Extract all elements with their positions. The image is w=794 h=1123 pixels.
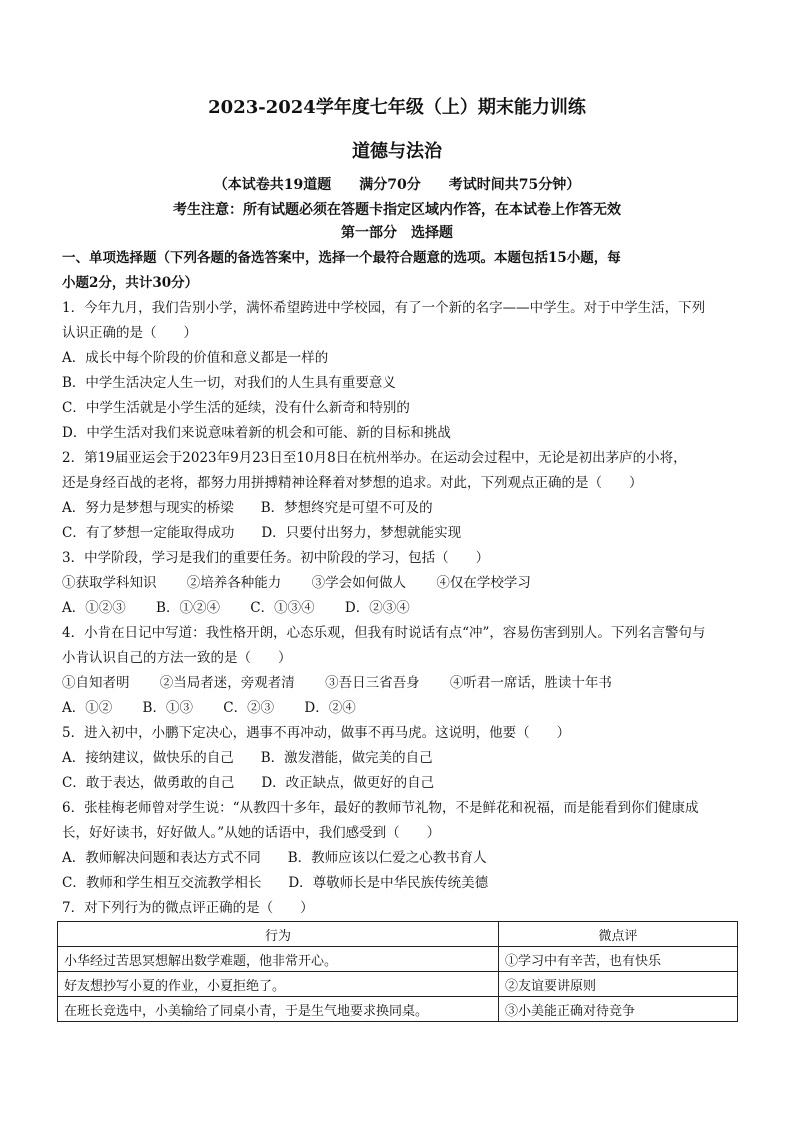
q6-stem-line2: 长，好好读书，好好做人。”从她的话语中，我们感受到（ ） (62, 825, 441, 841)
q2-options-ab: A．努力是梦想与现实的桥梁 B．梦想终究是可望不可及的 (62, 500, 433, 516)
subject-title: 道德与法治 (352, 141, 442, 162)
q3-option: D．②③④ (344, 600, 410, 616)
section-heading-line2: 小题2分，共计30分） (62, 275, 199, 291)
q2-stem-line2: 还是身经百战的老将，都努力用拼搏精神诠释着对梦想的追求。对此，下列观点正确的是（ ） (62, 475, 643, 491)
q1-option-b: B．中学生活决定人生一切，对我们的人生具有重要意义 (62, 375, 396, 391)
q1-stem-line2: 认识正确的是（ ） (62, 325, 197, 341)
q4-option: B．①③ (142, 700, 193, 716)
q7-stem: 7．对下列行为的微点评正确的是（ ） (62, 900, 314, 916)
part-title: 第一部分 选择题 (341, 225, 453, 241)
q3-option: B．①②④ (156, 600, 220, 616)
q3-items (62, 571, 738, 596)
table-cell-comment: ②友谊要讲原则 (499, 972, 738, 997)
table-cell-comment: ①学习中有辛苦，也有快乐 (499, 947, 738, 972)
q3-option: C．①③④ (250, 600, 315, 616)
q7-review-table (57, 921, 738, 1022)
q2-options-cd: C．有了梦想一定能取得成功 D．只要付出努力，梦想就能实现 (62, 525, 462, 541)
q4-item: ②当局者迷，旁观者清 (159, 675, 295, 691)
table-header-behavior: 行为 (58, 922, 499, 947)
exam-title: 2023-2024学年度七年级（上）期末能力训练 (208, 97, 586, 118)
q1-option-c: C．中学生活就是小学生活的延续，没有什么新奇和特别的 (62, 400, 410, 416)
q4-option: D．②④ (304, 700, 356, 716)
table-cell-behavior: 小华经过苦思冥想解出数学难题，他非常开心。 (58, 947, 499, 972)
table-header-comment: 微点评 (499, 922, 738, 947)
q3-stem: 3．中学阶段，学习是我们的重要任务。初中阶段的学习，包括（ ） (62, 550, 490, 566)
table-cell-comment: ③小美能正确对待竞争 (499, 997, 738, 1022)
q6-stem-line1: 6．张桂梅老师曾对学生说：“从教四十多年，最好的教师节礼物，不是鲜花和祝福，而是能看到你们健康成 (62, 800, 699, 816)
q6-options-ab: A．教师解决问题和表达方式不同 B．教师应该以仁爱之心教书育人 (62, 850, 487, 866)
q3-item: ①获取学科知识 (62, 575, 157, 591)
q4-stem-line1: 4．小肯在日记中写道：我性格开朗，心态乐观，但我有时说话有点“冲”，容易伤害到别人。下列名言警句与 (62, 625, 706, 641)
q4-options (62, 696, 738, 721)
table-row (58, 972, 738, 997)
table-cell-behavior: 在班长竞选中，小美输给了同桌小青，于是生气地要求换同桌。 (58, 997, 499, 1022)
q4-option: A．①② (62, 700, 113, 716)
q4-stem-line2: 小肯认识自己的方法一致的是（ ） (62, 650, 292, 666)
exam-notice: 考生注意：所有试题必须在答题卡指定区域内作答，在本试卷上作答无效 (173, 202, 621, 218)
q1-option-d: D．中学生活对我们来说意味着新的机会和可能、新的目标和挑战 (62, 425, 451, 441)
table-header-row (58, 922, 738, 947)
q1-stem-line1: 1．今年九月，我们告别小学，满怀希望跨进中学校园，有了一个新的名字——中学生。对于中学生活，下列 (62, 300, 706, 316)
exam-info: （本试卷共19道题 满分70分 考试时间共75分钟） (213, 177, 581, 193)
section-heading-line1: 一、单项选择题（下列各题的备选答案中，选择一个最符合题意的选项。本题包括15小题，每 (62, 250, 621, 266)
q5-options-ab: A．接纳建议，做快乐的自己 B．激发潜能，做完美的自己 (62, 750, 433, 766)
table-cell-behavior: 好友想抄写小夏的作业，小夏拒绝了。 (58, 972, 499, 997)
q5-stem: 5．进入初中，小鹏下定决心，遇事不再冲动，做事不再马虎。这说明，他要（ ） (62, 725, 571, 741)
q4-items (62, 671, 738, 696)
q3-options (62, 596, 738, 621)
q4-item: ①自知者明 (62, 675, 130, 691)
q3-item: ③学会如何做人 (311, 575, 407, 591)
q3-item: ④仅在学校学习 (436, 575, 531, 591)
q6-options-cd: C．教师和学生相互交流教学相长 D．尊敬师长是中华民族传统美德 (62, 875, 489, 891)
question-content (62, 246, 738, 921)
table-row (58, 997, 738, 1022)
q1-option-a: A．成长中每个阶段的价值和意义都是一样的 (62, 350, 329, 366)
table-row (58, 947, 738, 972)
q4-item: ④听君一席话，胜读十年书 (449, 675, 612, 691)
q4-option: C．②③ (223, 700, 275, 716)
q2-stem-line1: 2．第19届亚运会于2023年9月23日至10月8日在杭州举办。在运动会过程中，无论是初出茅庐的小将， (62, 450, 687, 466)
q5-options-cd: C．敢于表达，做勇敢的自己 D．改正缺点，做更好的自己 (62, 775, 435, 791)
q3-item: ②培养各种能力 (186, 575, 282, 591)
q4-item: ③吾日三省吾身 (325, 675, 420, 691)
q3-option: A．①②③ (62, 600, 126, 616)
